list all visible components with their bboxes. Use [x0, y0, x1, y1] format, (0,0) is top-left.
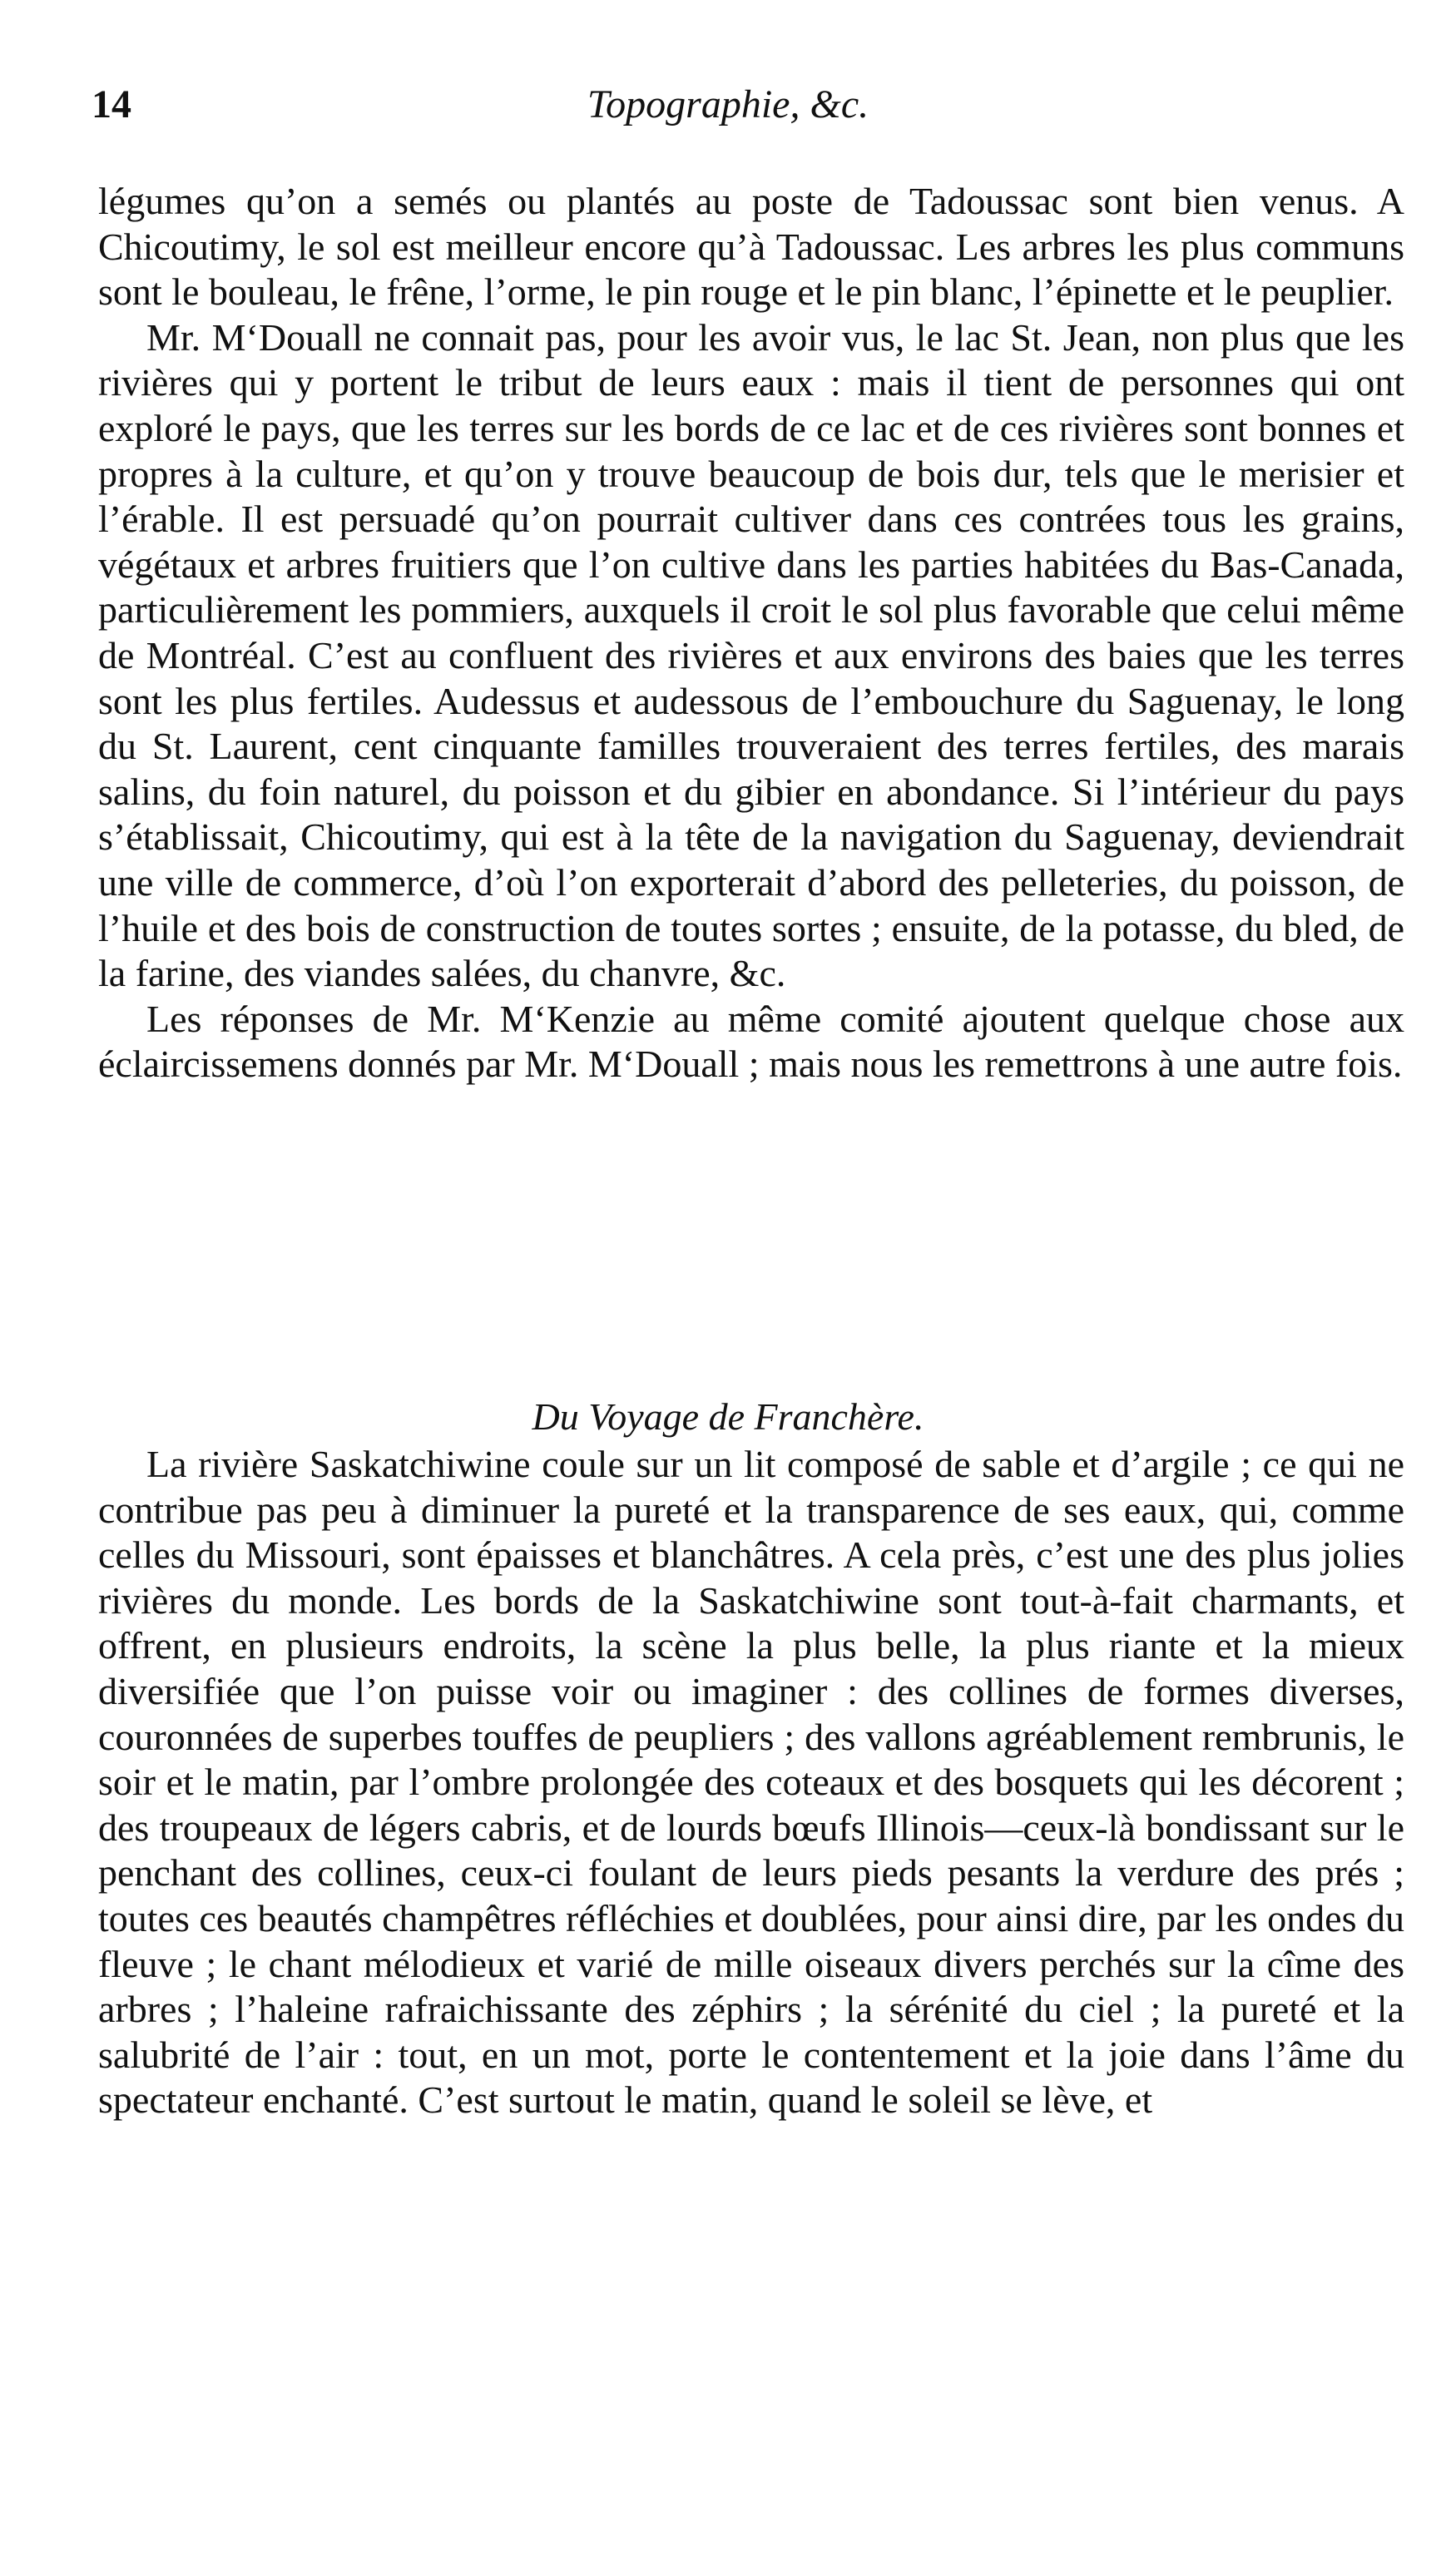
paragraph: légumes qu’on a semés ou plantés au poste de Tadoussac sont bien venus. A Chicoutimy, le sol est meilleur encore qu’à Tadoussac. Les arbres les plus communs sont le bouleau, le frêne, l’orme, le pin rouge et le pin blanc, l’épinette et le peuplier.: [98, 180, 1404, 314]
body-text-section-2: [98, 1442, 1404, 2123]
section-heading: Du Voyage de Franchère.: [532, 1395, 924, 1438]
paragraph: Les réponses de Mr. M‘Kenzie au même comité ajoutent quelque chose aux éclaircissemens donnés par Mr. M‘Douall ; mais nous les remettrons à une autre fois.: [98, 997, 1404, 1086]
body-text-section-1: [98, 179, 1404, 1087]
page-number: 14: [92, 82, 131, 126]
paragraph: Mr. M‘Douall ne connait pas, pour les avoir vus, le lac St. Jean, non plus que les rivières qui y portent le tribut de leurs eaux : mais il tient de personnes qui ont exploré le pays, que les terres sur les bords de ce lac et de ces rivières sont bonnes et propres à la culture, et qu’on y trouve beaucoup de bois dur, tels que le merisier et l’érable. Il est persuadé qu’on pourrait cultiver dans ces contrées tous les grains, végétaux et arbres fruitiers que l’on cultive dans les parties habitées du Bas-Canada, particulièrement les pommiers, auxquels il croit le sol plus favorable que celui même de Montréal. C’est au confluent des rivières et aux environs des baies que les terres sont les plus fertiles. Audessus et audessous de l’embouchure du Saguenay, le long du St. Laurent, cent cinquante familles trouveraient des terres fertiles, des marais salins, du foin naturel, du poisson et du gibier en abondance. Si l’intérieur du pays s’établissait, Chicoutimy, qui est à la tête de la navigation du Saguenay, deviendrait une ville de commerce, d’où l’on exporterait d’abord des pelleteries, du poisson, de l’huile et des bois de construction de toutes sortes ; ensuite, de la potasse, du bled, de la farine, des viandes salées, du chanvre, &c.: [98, 315, 1404, 995]
running-title: Topographie, &c.: [587, 82, 869, 126]
paragraph: La rivière Saskatchiwine coule sur un lit composé de sable et d’argile ; ce qui ne contribue pas peu à diminuer la pureté et la transparence de ses eaux, qui, comme celles du Missouri, sont épaisses et blanchâtres. A cela près, c’est une des plus jolies rivières du monde. Les bords de la Saskatchiwine sont tout-à-fait charmants, et offrent, en plusieurs endroits, la scène la plus belle, la plus riante et la mieux diversifiée que l’on puisse voir ou imaginer : des collines de formes diverses, couronnées de superbes touffes de peupliers ; des vallons agréablement rembrunis, le soir et le matin, par l’ombre prolongée des coteaux et des bosquets qui les décorent ; des troupeaux de légers cabris, et de lourds bœufs Illinois—ceux-là bondissant sur le penchant des collines, ceux-ci foulant de leurs pieds pesants la verdure des prés ; toutes ces beautés champêtres réfléchies et doublées, pour ainsi dire, par les ondes du fleuve ; le chant mélodieux et varié de mille oiseaux divers perchés sur la cîme des arbres ; l’haleine rafraichissante des zéphirs ; la sérénité du ciel ; la pureté et la salubrité de l’air : tout, en un mot, porte le contentement et la joie dans l’âme du spectateur enchanté. C’est surtout le matin, quand le soleil se lève, et: [98, 1443, 1404, 2122]
